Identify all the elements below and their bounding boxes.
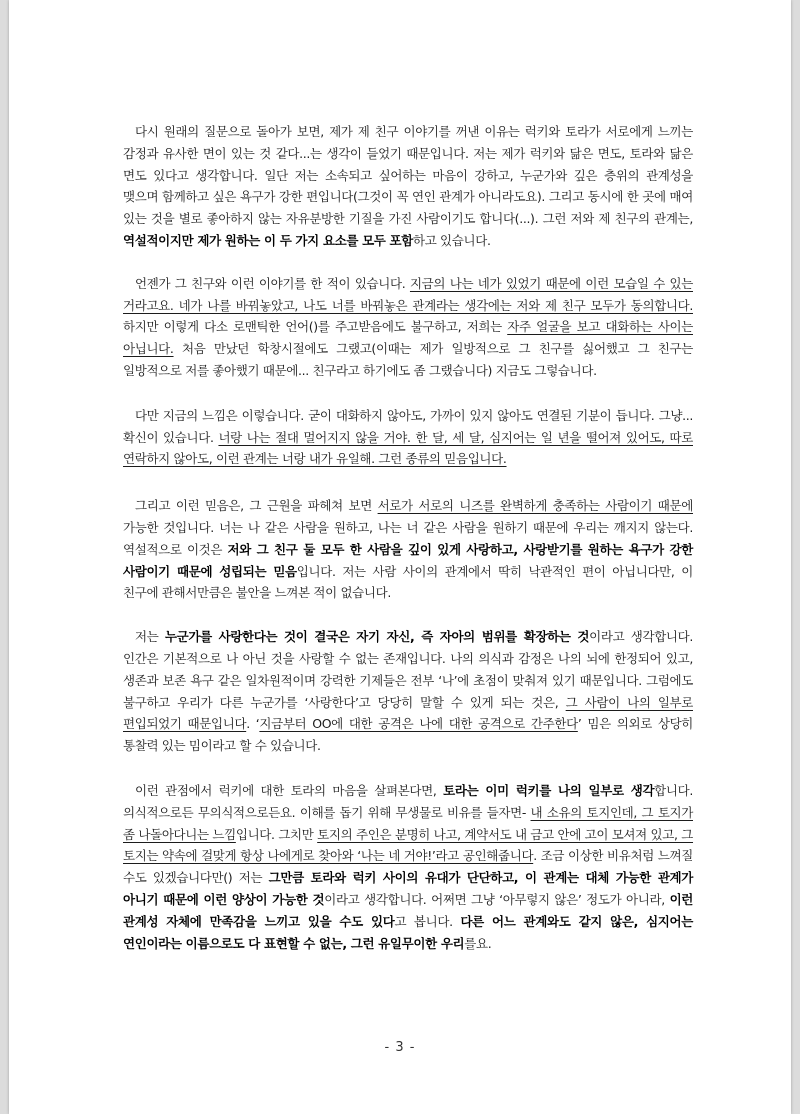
text-run: 이라고 생각합니다. 인간은 기본적으로 나 아닌 것을 사랑할 수 없는 존재입니다. 나의 의식과 감정은 나의 뇌에 한정되어 있고, 생존과 보존 욕구 같은 일차원적이며 강력한 기제들은 전부 ‘나’에 초점이 맞춰져 있기 때문입니다. 그럼에도 불구하고 우리가 다른 누군가를 ‘사랑한다’고 당당히 말할 수 있게 되는 것은, (123, 629, 693, 710)
paragraph-1 (123, 121, 693, 252)
underlined-text: 토지의 주인은 분명히 나고, 계약서도 내 금고 안에 고이 모셔져 있고, 그 토지는 약속에 걸맞게 항상 나에게로 찾아와 ‘나는 네 거야!’라고 공인해줍니다 (123, 826, 694, 864)
text-run: 가능한 것입니다. 너는 나 같은 사람을 원하고, 나는 너 같은 사람을 원하기 때문에 우리는 깨지지 않는다. 역설적으로 이것은 (123, 519, 693, 557)
document-page (9, 0, 791, 1114)
document-body (123, 121, 693, 954)
text-run: 다만 지금의 느낌은 이렇습니다. 굳이 대화하지 않아도, 가까이 있지 않아도 연결된 기분이 듭니다. 그냥... 확신이 있습니다. (123, 407, 693, 445)
underlined-text: 너랑 나는 절대 멀어지지 않을 거야. 한 달, 세 달, 심지어는 일 년을 떨어져 있어도, 따로 연락하지 않아도, 이런 관계는 너랑 내가 유일해. 그런 종류의 믿음입니다. (123, 429, 693, 467)
text-run: 처음 만났던 학창시절에도 그랬고(이때는 제가 일방적으로 그 친구를 싫어했고 그 친구는 일방적으로 저를 좋아했기 때문에... 친구라고 하기에도 좀 그랬습니다) 지금도 그렇습니다. (123, 341, 693, 378)
text-run: ’ 밈은 의외로 상당히 통찰력 있는 밈이라고 할 수 있습니다. (123, 716, 694, 754)
paragraph-6 (123, 780, 693, 954)
text-run: 입니다. 그치만 (235, 826, 318, 842)
underlined-text: 내 소유의 토지인데, 그 토지가 좀 나돌아다니는 느낌 (123, 804, 693, 842)
text-run: 다시 원래의 질문으로 돌아가 보면, 제가 제 친구 이야기를 꺼낸 이유는 럭키와 토라가 서로에게 느끼는 감정과 유사한 면이 있는 것 같다...는 생각이 들었기 때문입니다. 저는 제가 럭키와 닮은 면도, 토라와 닮은 면도 있다고 생각합니다. 일단 저는 소속되고 싶어하는 마음이 강하고, 누군가와 깊은 층위의 관계성을 맺으며 함께하고 싶은 욕구가 강한 편입니다(그것이 꼭 연인 관계가 아니라도요). 그리고 동시에 한 곳에 매여 있는 것을 별로 좋아하지 않는 자유분방한 기질을 가진 사람이기도 합니다(...). 그런 저와 제 친구의 관계는, (123, 124, 693, 227)
text-run: . 조금 이상한 비유처럼 느껴질 수도 있겠습니다만() 저는 (123, 848, 693, 886)
text-run: 입니다. 저는 사람 사이의 관계에서 딱히 낙관적인 편이 아닙니다만, 이 친구에 관해서만큼은 불안을 느껴본 적이 없습니다. (123, 563, 693, 601)
text-run: 하고 있습니다. (412, 232, 491, 248)
underlined-text: 지금부터 OO에 대한 공격은 나에 대한 공격으로 간주한다 (259, 716, 578, 732)
text-run: 이라고 생각합니다. 어쩌면 그냥 ‘아무렇지 않은’ 정도가 아니라, (324, 891, 670, 907)
bold-text: 저와 그 친구 둘 모두 한 사람을 깊이 있게 사랑하고, 사랑받기를 원하는 욕구가 강한 사람이기 때문에 성립되는 믿음 (123, 541, 693, 579)
text-run: 저는 (135, 629, 165, 645)
paragraph-3 (123, 405, 693, 470)
page-number: - 3 - (384, 1040, 416, 1055)
underlined-text: 지금의 나는 네가 있었기 때문에 이런 모습일 수 있는 거라고요. 네가 나를 바꿔놓았고, 나도 너를 바꿔놓은 관계라는 생각에는 저와 제 친구 모두가 동의합니다. (123, 275, 693, 313)
bold-text: 역설적이지만 제가 원하는 이 두 가지 요소를 모두 포함 (123, 232, 413, 248)
underlined-text: 서로가 서로의 니즈를 완벽하게 충족하는 사람이기 때문에 (377, 498, 693, 514)
paragraph-5 (123, 626, 693, 757)
text-run: 합니다. 의식적으로든 무의식적으로든요. 이해를 돕기 위해 무생물로 비유를 들자면- (123, 782, 693, 820)
text-run: 하지만 이렇게 다소 로맨틱한 언어()를 주고받음에도 불구하고, 저희는 (123, 319, 508, 335)
text-run: . ‘ (246, 716, 260, 732)
text-run: 를요. (464, 935, 492, 951)
paragraph-2 (123, 273, 693, 382)
bold-text: 이런 관계성 자체에 만족감을 느끼고 있을 수도 있다 (123, 891, 694, 929)
text-run: 이런 관점에서 럭키에 대한 토라의 마음을 살펴본다면, (135, 782, 444, 798)
bold-text: 그만큼 토라와 럭키 사이의 유대가 단단하고, 이 관계는 대체 가능한 관계가 아니기 때문에 이런 양상이 가능한 것 (123, 870, 693, 907)
paragraph-4 (123, 495, 693, 604)
bold-text: 다른 어느 관계와도 같지 않은, 심지어는 연인이라는 이름으로도 다 표현할 수 없는, 그런 유일무이한 우리 (123, 913, 693, 951)
text-run: 언젠가 그 친구와 이런 이야기를 한 적이 있습니다. (135, 275, 410, 291)
underlined-text: 자주 얼굴을 보고 대화하는 사이는 아닙니다. (123, 319, 693, 357)
bold-text: 토라는 이미 럭키를 나의 일부로 생각 (443, 782, 655, 798)
text-run: 그리고 이런 믿음은, 그 근원을 파헤쳐 보면 (135, 498, 378, 514)
text-run: 고 봅니다. (394, 913, 461, 929)
underlined-text: 그 사람이 나의 일부로 편입되었기 때문입니다 (123, 694, 693, 732)
bold-text: 누군가를 사랑한다는 것이 결국은 자기 자신, 즉 자아의 범위를 확장하는 것 (164, 629, 590, 645)
